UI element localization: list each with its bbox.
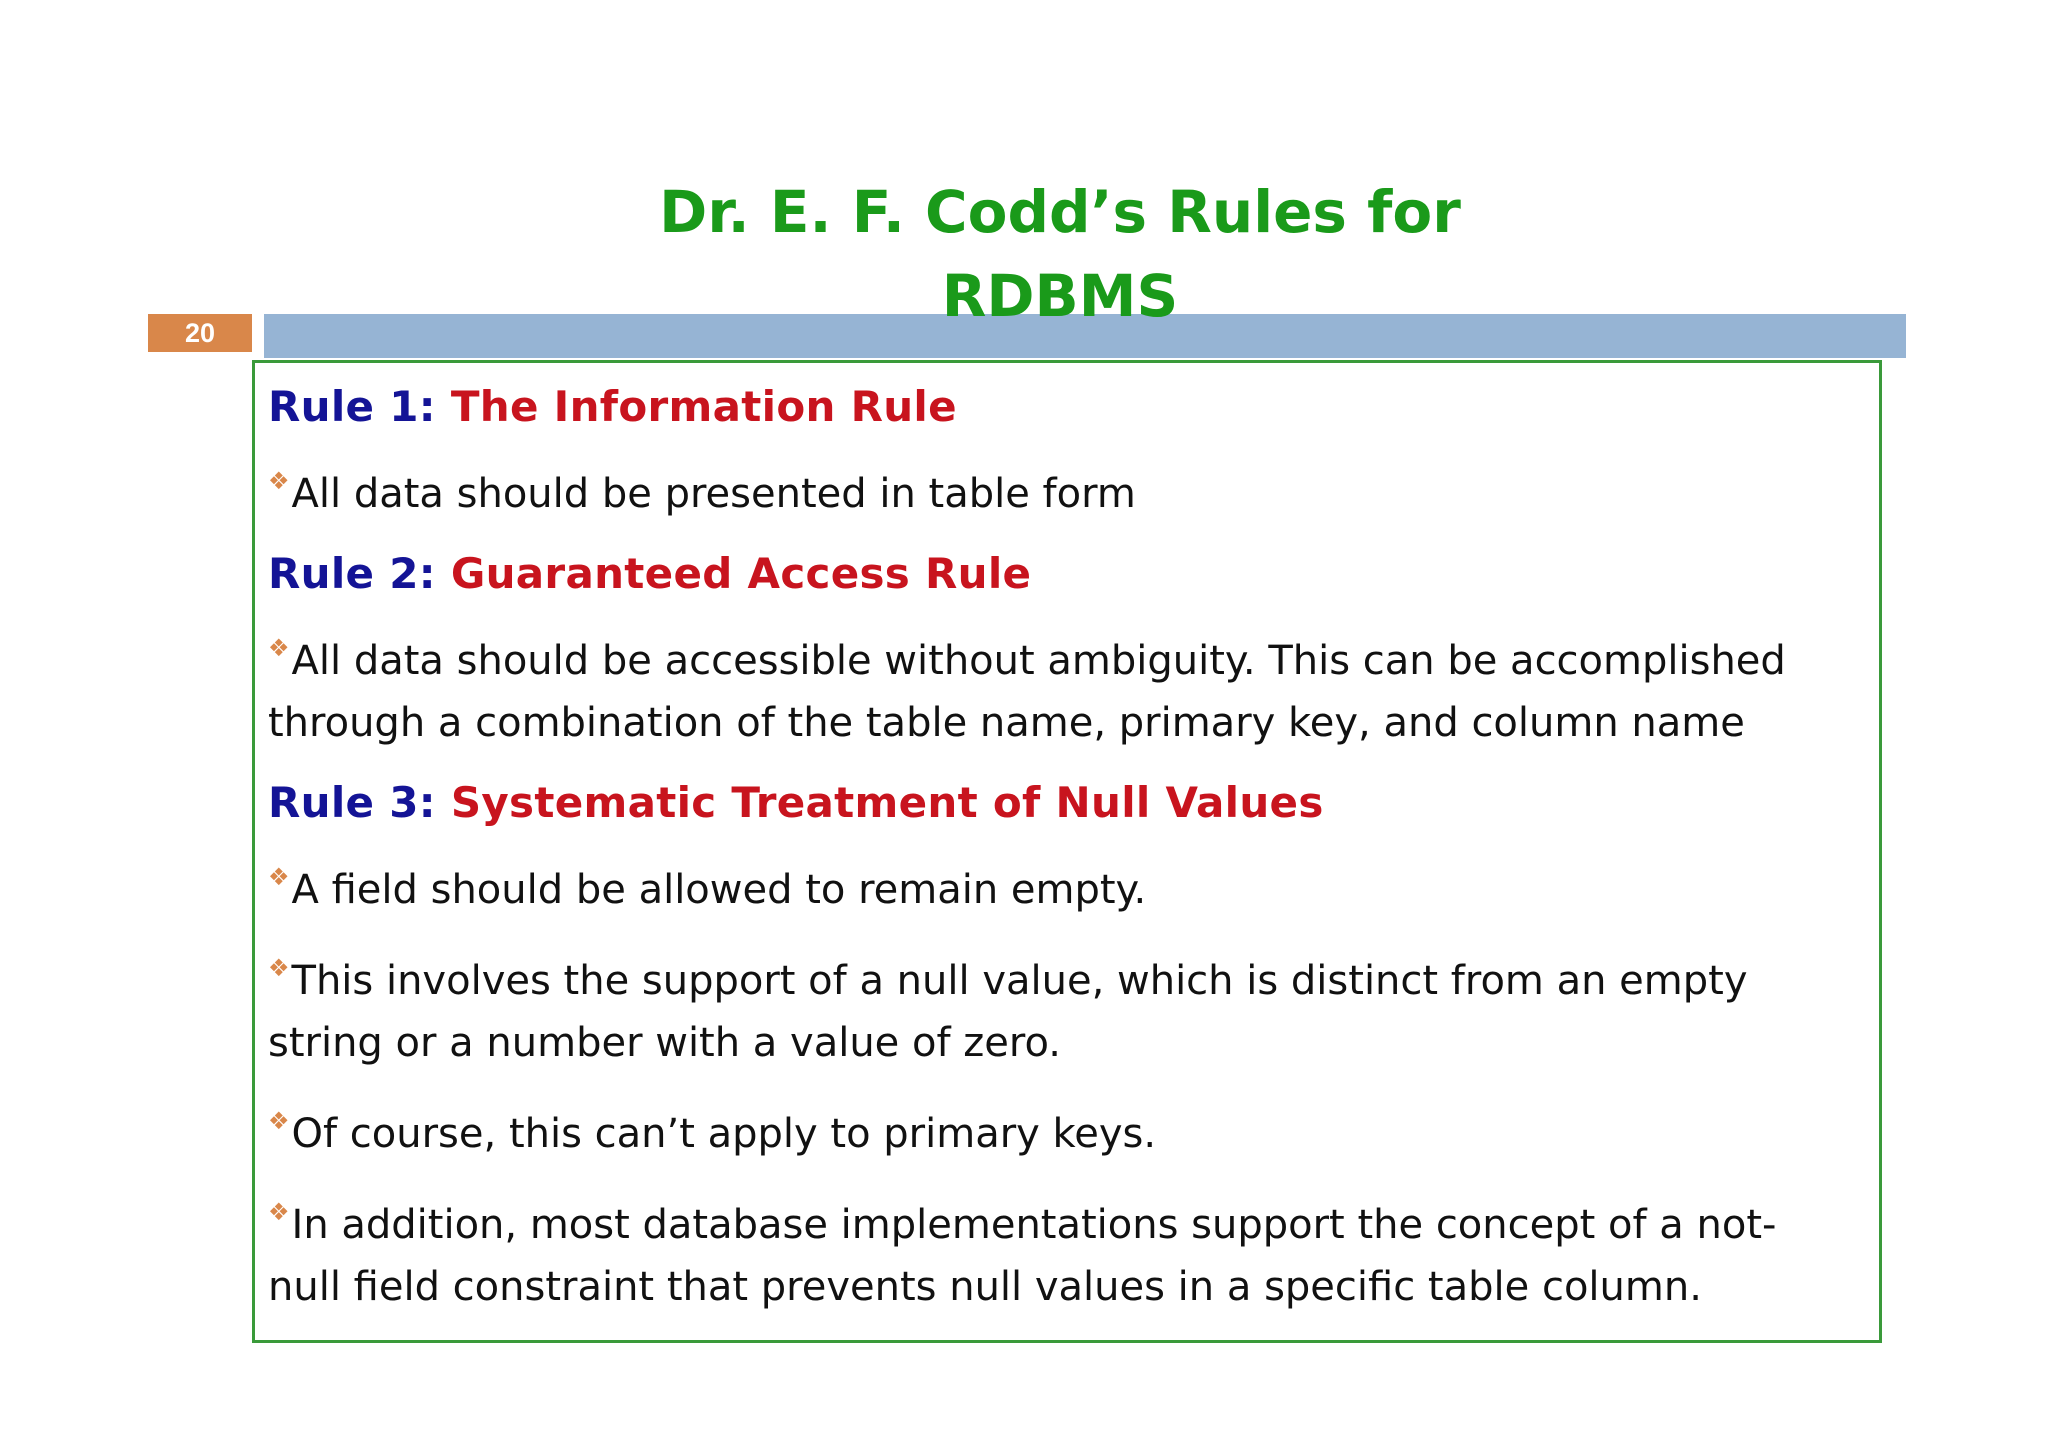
rule-2-name: Guaranteed Access Rule <box>450 549 1032 598</box>
bullet-text: This involves the support of a null value, which is distinct from an empty string or a number with a value of zero. <box>268 958 1748 1066</box>
rule-3-name: Systematic Treatment of Null Values <box>450 778 1324 827</box>
diamond-bullet-icon: ❖ <box>268 1198 290 1226</box>
rule-3-bullet-2 <box>268 937 1848 1074</box>
slide-title-line-1: Dr. E. F. Codd’s Rules for <box>659 178 1461 246</box>
slide-title-line-2: RDBMS <box>941 262 1179 330</box>
rule-3-heading <box>268 770 1848 836</box>
rule-2-bullet-1 <box>268 617 1848 754</box>
rule-3-bullet-1 <box>268 846 1848 921</box>
diamond-bullet-icon: ❖ <box>268 863 290 891</box>
rule-3-number: Rule 3: <box>268 778 436 827</box>
diamond-bullet-icon: ❖ <box>268 954 290 982</box>
bullet-text: A field should be allowed to remain empty. <box>291 867 1147 913</box>
rule-1-bullet-1 <box>268 450 1848 525</box>
rule-1-heading <box>268 374 1848 440</box>
rule-3-bullet-3 <box>268 1090 1848 1165</box>
rule-1-number: Rule 1: <box>268 382 436 431</box>
rule-3-bullet-4 <box>268 1181 1848 1318</box>
bullet-text: In addition, most database implementations support the concept of a not-null field constraint that prevents null values in a specific table column. <box>268 1202 1777 1310</box>
diamond-bullet-icon: ❖ <box>268 634 290 662</box>
rule-1-name: The Information Rule <box>450 382 957 431</box>
rule-2-number: Rule 2: <box>268 549 436 598</box>
bullet-text: All data should be accessible without ambiguity. This can be accomplished through a combination of the table name, primary key, and column name <box>268 638 1786 746</box>
rule-2-heading <box>268 541 1848 607</box>
page-number: 20 <box>148 314 252 352</box>
bullet-text: All data should be presented in table form <box>291 471 1136 517</box>
bullet-text: Of course, this can’t apply to primary keys. <box>291 1111 1157 1157</box>
diamond-bullet-icon: ❖ <box>268 467 290 495</box>
slide-title <box>560 170 1560 338</box>
diamond-bullet-icon: ❖ <box>268 1107 290 1135</box>
slide-content <box>268 370 1848 1334</box>
